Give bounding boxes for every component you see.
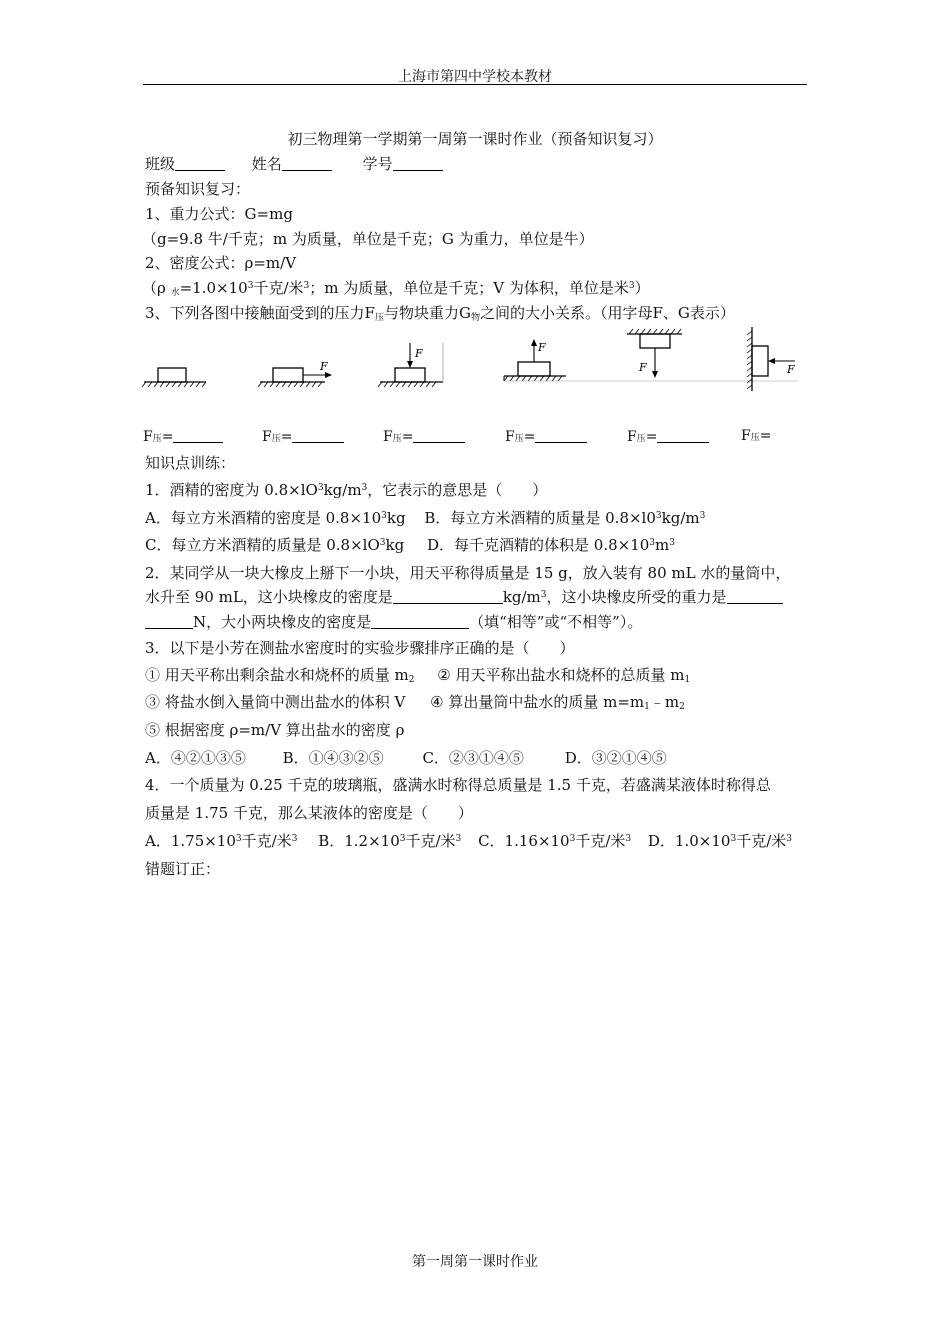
q3-step-4: ④ 算出量筒中盐水的质量 $m=m_1﹣m_2$	[430, 693, 685, 712]
question-4-line-2: 质量是 1.75 千克，那么某液体的密度是（ ）	[145, 804, 473, 822]
diagram-1-block-on-floor	[142, 368, 206, 387]
diagram-6-force-label: F	[787, 363, 795, 376]
diagram-4-force-label: F	[538, 341, 546, 354]
q2-compare-blank[interactable]	[371, 614, 469, 629]
q3-option-c[interactable]: C．②③①④⑤	[422, 749, 524, 767]
review-item-3: 3、下列各图中接触面受到的压力$F_压$与物块重力$G_物$之间的大小关系。（用字母F、G表示）	[145, 304, 735, 323]
header-rule	[143, 84, 807, 85]
diagram-2-force-label: F	[320, 360, 328, 373]
q3-step-3: ③ 将盐水倒入量筒中测出盐水的体积 V	[145, 693, 406, 711]
question-3-steps-12	[145, 664, 690, 685]
q4-option-d[interactable]: D．$1.0\times 10^3$千克/米$^3$	[647, 832, 792, 850]
training-heading: 知识点训练：	[145, 454, 236, 472]
id-label: 学号	[362, 155, 393, 173]
q3-option-b[interactable]: B．①④③②⑤	[282, 749, 384, 767]
pressure-answer-4: F压=	[505, 428, 587, 445]
question-2-line-1: 2．某同学从一块大橡皮上掰下一小块，用天平称得质量是 15 g，放入装有 80 mL 水的量筒中，	[145, 564, 791, 582]
q1-option-a[interactable]: A．每立方米酒精的密度是 $0.8\times 10^3kg$	[145, 509, 406, 527]
class-blank[interactable]	[175, 156, 225, 171]
q2-weight-blank-a[interactable]	[727, 589, 783, 604]
q2-density-blank[interactable]	[393, 589, 503, 604]
q3-step-2: ② 用天平称出盐水和烧杯的总质量 $m_1$	[437, 666, 691, 685]
question-1: 1．酒精的密度为 $0.8\times lO^3kg/m^3$，它表示的意思是（ ）	[145, 481, 548, 499]
corrections-heading: 错题订正：	[145, 860, 221, 878]
q1-option-d[interactable]: D．每千克酒精的体积是 $0.8\times 10^3m^3$	[426, 536, 675, 554]
pressure-blank-4[interactable]	[535, 428, 587, 443]
class-label: 班级	[145, 155, 176, 173]
review-item-2-note: （ρ $_水=1.0\times 10^3$千克/米$^3$；m 为质量，单位是千克；V 为体积，单位是米$^3$）	[142, 279, 650, 298]
pressure-blank-3[interactable]	[413, 428, 465, 443]
question-3-steps-34	[145, 691, 685, 712]
review-item-2: 2、密度公式：ρ=m/V	[145, 254, 297, 272]
q4-option-b[interactable]: B．$1.2\times 10^3$千克/米$^3$	[318, 832, 462, 850]
diagram-5-ceiling	[627, 329, 682, 378]
q1-option-c[interactable]: C．每立方米酒精的质量是 $0.8\times lO^3kg$	[145, 536, 405, 554]
q4-option-c[interactable]: C．$1.16\times 10^3$千克/米$^3$	[478, 832, 632, 850]
pressure-answer-3: F压=	[383, 428, 465, 445]
q1-option-b[interactable]: B．每立方米酒精的质量是 $0.8\times l0^3kg/m^3$	[424, 509, 706, 527]
diagram-4-upward-pull	[504, 339, 798, 381]
diagram-2-horizontal-push	[258, 360, 332, 387]
question-3-options	[145, 747, 667, 768]
force-diagrams	[140, 325, 810, 395]
q3-option-d[interactable]: D．③②①④⑤	[564, 749, 667, 767]
name-blank[interactable]	[282, 156, 332, 171]
review-item-1-note: （g=9.8 牛/千克；m 为质量，单位是千克；G 为重力，单位是牛）	[142, 230, 594, 248]
pressure-answer-6: F压=	[741, 428, 772, 444]
question-1-options-ab	[145, 507, 705, 528]
pressure-blank-2[interactable]	[292, 428, 344, 443]
pressure-blank-1[interactable]	[173, 428, 223, 443]
pressure-answer-1: F压=	[143, 428, 223, 445]
pressure-answer-5: F压=	[627, 428, 709, 445]
question-4-line-1: 4．一个质量为 0.25 千克的玻璃瓶，盛满水时称得总质量是 1.5 千克，若盛满某液体时称得总	[145, 776, 771, 794]
id-blank[interactable]	[393, 156, 443, 171]
question-2-line-3: N，大小两块橡皮的密度是 （填“相等”或“不相等”）。	[145, 611, 642, 632]
q3-step-1: ① 用天平称出剩余盐水和烧杯的质量 $m_2$	[145, 666, 415, 685]
question-3: 3．以下是小芳在测盐水密度时的实验步骤排序正确的是（ ）	[145, 639, 575, 657]
page-header: 上海市第四中学校本教材	[398, 69, 552, 85]
q3-option-a[interactable]: A．④②①③⑤	[145, 749, 246, 767]
q2-weight-blank-b[interactable]	[145, 614, 193, 629]
worksheet-title: 初三物理第一学期第一周第一课时作业（预备知识复习）	[287, 130, 663, 148]
page-footer: 第一周第一课时作业	[412, 1254, 538, 1270]
question-4-options	[145, 830, 792, 851]
review-item-1: 1、重力公式：G=mg	[145, 205, 293, 223]
diagram-3-downward-press	[378, 343, 443, 387]
q3-step-5: ⑤ 根据密度 ρ=m/V 算出盐水的密度 ρ	[145, 721, 405, 739]
pressure-answer-2: F压=	[262, 428, 344, 445]
name-label: 姓名	[251, 155, 282, 173]
question-2-line-2: 水升至 90 mL，这小块橡皮的密度是 $kg/m^3$，这小块橡皮所受的重力是	[145, 586, 783, 607]
review-heading: 预备知识复习：	[145, 180, 251, 198]
q4-option-a[interactable]: A．$1.75\times 10^3$千克/米$^3$	[145, 832, 298, 850]
pressure-blank-5[interactable]	[657, 428, 709, 443]
student-info-row	[145, 153, 443, 174]
diagram-5-force-label: F	[639, 361, 647, 374]
question-1-options-cd	[145, 534, 675, 555]
diagram-6-wall	[747, 327, 795, 391]
diagram-3-force-label: F	[415, 347, 423, 360]
